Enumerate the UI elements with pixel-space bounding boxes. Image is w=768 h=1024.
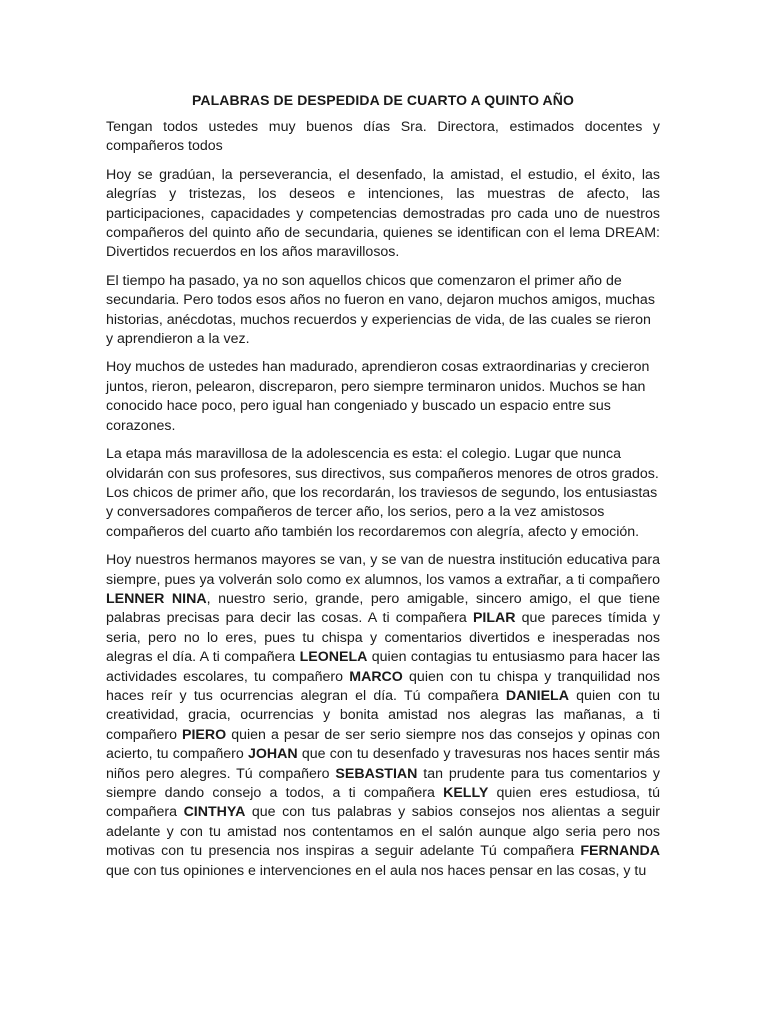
farewell-text: quien con tu chispa y tranquilidad nos haces reír y tus ocurrencias alegran el día. Tú compañera xyxy=(106,668,660,704)
student-name: JOHAN xyxy=(247,746,298,763)
paragraph-school-stage: La etapa más maravillosa de la adolescencia es esta: el colegio. Lugar que nunca olvidarán con sus profesores, sus directivos, sus compañeros menores de otros grados. Los chicos de primer año, que los recordarán, los traviesos de segundo, los entusiastas y conversadores compañeros de tercer año, los serios, pero a la vez amistosos compañeros del cuarto año también los recordaremos con alegría, afecto y emoción. xyxy=(106,446,659,540)
farewell-text: quien con tu creatividad, gracia, ocurrencias y bonita amistad nos alegras las mañanas, a ti compañero xyxy=(106,687,660,743)
paragraph-graduation: Hoy se gradúan, la perseverancia, el desenfado, la amistad, el estudio, el éxito, las alegrías y tristezas, los deseos e intenciones, las muestras de afecto, las participaciones, capacidades y competencias demostradas pro cada uno de nuestros compañeros del quinto año de secundaria, quienes se identifican con el lema DREAM: Divertidos recuerdos en los años maravillosos. xyxy=(106,166,660,261)
student-name: LENNER NINA xyxy=(106,590,207,607)
document-title: PALABRAS DE DESPEDIDA DE CUARTO A QUINTO AÑO xyxy=(192,92,574,108)
paragraph-matured: Hoy muchos de ustedes han madurado, aprendieron cosas extraordinarias y crecieron juntos, rieron, pelearon, discreparon, pero siempre terminaron unidos. Muchos se han conocido hace poco, pero igual han congeniado y buscado un espacio entre sus corazones. xyxy=(106,359,650,434)
student-name: PIERO xyxy=(182,726,227,743)
student-name: PILAR xyxy=(472,610,516,627)
farewell-text: quien eres estudiosa, tú compañera xyxy=(106,785,660,821)
farewell-text: que con tus opiniones e intervenciones en el aula nos haces pensar en las cosas, y tu xyxy=(106,862,647,879)
student-name: KELLY xyxy=(443,785,489,801)
farewell-text: quien contagias tu entusiasmo para hacer las actividades escolares, tu compañero xyxy=(106,649,660,685)
farewell-text: , nuestro serio, grande, pero amigable, sincero amigo, el que tiene palabras precisas para decir las cosas. A ti compañera xyxy=(106,590,661,627)
student-name: DANIELA xyxy=(505,687,569,704)
farewell-text: quien a pesar de ser serio siempre nos das consejos y opinas con acierto, tu compañero xyxy=(106,726,661,763)
farewell-text: Hoy nuestros hermanos mayores se van, y se van de nuestra institución educativa para siempre, pues ya volverán solo como ex alumnos, los vamos a extrañar, a ti compañero xyxy=(106,552,660,588)
farewell-text: que con tus palabras y sabios consejos nos alientas a seguir adelante y con tu amistad nos contentamos en el salón aunque algo seria pero nos motivas con tu presencia nos inspiras a seguir adelante Tú compañera xyxy=(106,804,660,860)
paragraph-greeting: Tengan todos ustedes muy buenos días Sra. Directora, estimados docentes y compañeros todos xyxy=(106,119,660,155)
student-name: SEBASTIAN xyxy=(335,765,418,782)
farewell-text: que pareces tímida y seria, pero no lo eres, pues tu chispa y comentarios divertidos e inesperadas nos alegras el día. A ti compañera xyxy=(106,610,661,666)
student-name: CINTHYA xyxy=(183,804,246,821)
student-name: MARCO xyxy=(349,668,403,685)
farewell-text: tan prudente para tus comentarios y siempre dando consejo a todos, a ti compañera xyxy=(106,765,661,801)
paragraph-farewell-names xyxy=(106,551,660,881)
student-name: LEONELA xyxy=(299,649,368,666)
student-name: FERNANDA xyxy=(580,843,660,860)
paragraph-time-passed: El tiempo ha pasado, ya no son aquellos chicos que comenzaron el primer año de secundaria. Pero todos esos años no fueron en vano, dejaron muchos amigos, muchas historias, anécdotas, muchos recuerdos y experiencias de vida, de las cuales se rieron y aprendieron a la vez. xyxy=(106,272,655,348)
farewell-text: que con tu desenfado y travesuras nos haces sentir más niños pero alegres. Tú compañero xyxy=(106,746,660,782)
document-page xyxy=(106,90,660,890)
